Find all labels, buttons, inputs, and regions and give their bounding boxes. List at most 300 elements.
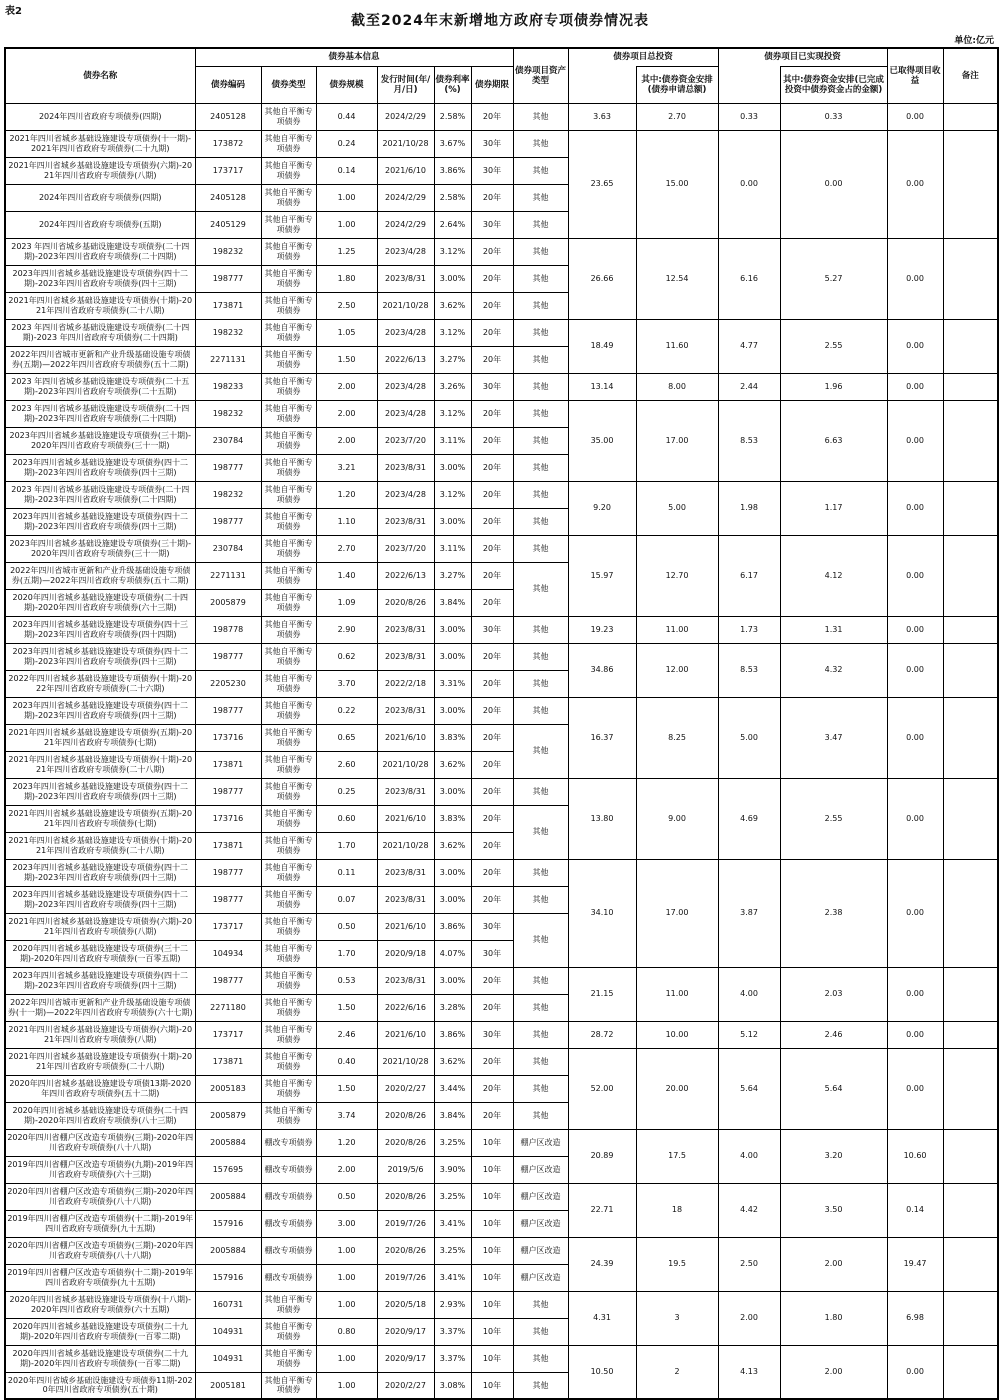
cell-note xyxy=(943,1237,998,1291)
cell-realized-investment: 6.16 xyxy=(718,238,780,319)
cell-realized-bond-funds: 4.12 xyxy=(780,535,887,616)
cell-bond-type: 其他自平衡专项债券 xyxy=(261,1102,316,1129)
cell-bond-type: 其他自平衡专项债券 xyxy=(261,319,316,346)
cell-bond-name: 2020年四川省城乡基础设施建设专项债券(十八期)-2020年四川省政府专项债券(六十五期) xyxy=(5,1291,195,1318)
cell-bond-scale: 2.00 xyxy=(316,1156,377,1183)
cell-bond-funds-arranged: 2 xyxy=(636,1345,718,1399)
cell-bond-code: 2271180 xyxy=(195,994,261,1021)
cell-realized-bond-funds: 2.00 xyxy=(780,1345,887,1399)
cell-bond-code: 2005879 xyxy=(195,589,261,616)
table-row xyxy=(5,1345,998,1372)
cell-realized-investment: 1.98 xyxy=(718,481,780,535)
cell-realized-investment: 4.13 xyxy=(718,1345,780,1399)
table-row xyxy=(5,778,998,805)
cell-bond-term: 30年 xyxy=(471,130,513,157)
cell-realized-bond-funds: 0.33 xyxy=(780,103,887,130)
cell-asset-type: 其他 xyxy=(513,481,568,508)
cell-total-investment: 22.71 xyxy=(568,1183,636,1237)
cell-bond-type: 其他自平衡专项债券 xyxy=(261,913,316,940)
cell-bond-scale: 1.80 xyxy=(316,265,377,292)
cell-bond-scale: 2.90 xyxy=(316,616,377,643)
cell-bond-rate: 3.62% xyxy=(434,751,471,778)
cell-bond-term: 20年 xyxy=(471,832,513,859)
cell-bond-funds-arranged: 12.54 xyxy=(636,238,718,319)
cell-bond-name: 2023年四川省城乡基础设施建设专项债券(四十二期)-2023年四川省政府专项债券(四十三期) xyxy=(5,454,195,481)
cell-realized-bond-funds: 3.50 xyxy=(780,1183,887,1237)
cell-bond-rate: 3.00% xyxy=(434,886,471,913)
header-issue-date: 发行时间(年/月/日) xyxy=(377,66,434,103)
cell-bond-type: 其他自平衡专项债券 xyxy=(261,1318,316,1345)
cell-total-investment: 19.23 xyxy=(568,616,636,643)
cell-bond-name: 2023年四川省城乡基础设施建设专项债券(四十二期)-2023年四川省政府专项债券(四十三期) xyxy=(5,697,195,724)
cell-bond-type: 其他自平衡专项债券 xyxy=(261,481,316,508)
cell-bond-type: 其他自平衡专项债券 xyxy=(261,373,316,400)
cell-bond-term: 20年 xyxy=(471,346,513,373)
cell-bond-scale: 0.07 xyxy=(316,886,377,913)
cell-bond-name: 2021年四川省城乡基础设施建设专项债券(六期)-2021年四川省政府专项债券(八期) xyxy=(5,1021,195,1048)
cell-total-investment: 4.31 xyxy=(568,1291,636,1345)
cell-bond-name: 2021年四川省城乡基础设施建设专项债券(十期)-2021年四川省政府专项债券(二十八期) xyxy=(5,832,195,859)
header-realized-investment: 债券项目已实现投资 xyxy=(718,48,887,66)
cell-note xyxy=(943,616,998,643)
cell-bond-rate: 3.11% xyxy=(434,535,471,562)
header-bond-type: 债券类型 xyxy=(261,66,316,103)
cell-bond-scale: 0.24 xyxy=(316,130,377,157)
cell-project-income: 0.00 xyxy=(887,1345,943,1399)
cell-bond-rate: 4.07% xyxy=(434,940,471,967)
cell-bond-scale: 1.20 xyxy=(316,1129,377,1156)
cell-bond-type: 其他自平衡专项债券 xyxy=(261,1048,316,1075)
cell-bond-rate: 3.27% xyxy=(434,562,471,589)
cell-realized-bond-funds: 1.31 xyxy=(780,616,887,643)
table-row xyxy=(5,103,998,130)
cell-bond-code: 2005181 xyxy=(195,1372,261,1399)
cell-project-income: 0.00 xyxy=(887,319,943,373)
cell-bond-type: 其他自平衡专项债券 xyxy=(261,400,316,427)
cell-bond-term: 20年 xyxy=(471,670,513,697)
cell-bond-scale: 1.09 xyxy=(316,589,377,616)
cell-asset-type: 其他 xyxy=(513,913,568,967)
cell-project-income: 0.00 xyxy=(887,1021,943,1048)
cell-bond-scale: 1.00 xyxy=(316,211,377,238)
cell-bond-type: 其他自平衡专项债券 xyxy=(261,994,316,1021)
cell-bond-scale: 0.44 xyxy=(316,103,377,130)
cell-bond-rate: 3.62% xyxy=(434,1048,471,1075)
cell-asset-type: 其他 xyxy=(513,535,568,562)
cell-bond-scale: 1.00 xyxy=(316,1291,377,1318)
cell-bond-code: 2005879 xyxy=(195,1102,261,1129)
cell-bond-scale: 0.80 xyxy=(316,1318,377,1345)
cell-bond-term: 30年 xyxy=(471,1021,513,1048)
cell-bond-type: 棚改专项债券 xyxy=(261,1129,316,1156)
cell-asset-type: 其他 xyxy=(513,1048,568,1075)
cell-bond-name: 2023年四川省城乡基础设施建设专项债券(三十期)-2020年四川省政府专项债券(三十一期) xyxy=(5,535,195,562)
cell-bond-scale: 0.14 xyxy=(316,157,377,184)
cell-realized-investment: 8.53 xyxy=(718,643,780,697)
cell-asset-type: 其他 xyxy=(513,346,568,373)
cell-project-income: 0.00 xyxy=(887,238,943,319)
cell-bond-term: 30年 xyxy=(471,616,513,643)
cell-issue-date: 2023/8/31 xyxy=(377,508,434,535)
cell-bond-name: 2021年四川省城乡基础设施建设专项债券(六期)-2021年四川省政府专项债券(八期) xyxy=(5,913,195,940)
cell-bond-scale: 1.00 xyxy=(316,1237,377,1264)
cell-issue-date: 2021/6/10 xyxy=(377,805,434,832)
cell-realized-bond-funds: 4.32 xyxy=(780,643,887,697)
cell-realized-investment: 1.73 xyxy=(718,616,780,643)
cell-bond-type: 其他自平衡专项债券 xyxy=(261,967,316,994)
cell-bond-code: 173871 xyxy=(195,832,261,859)
cell-realized-bond-funds: 3.20 xyxy=(780,1129,887,1183)
cell-bond-rate: 3.12% xyxy=(434,481,471,508)
cell-asset-type: 其他 xyxy=(513,508,568,535)
cell-bond-rate: 2.93% xyxy=(434,1291,471,1318)
cell-bond-term: 20年 xyxy=(471,184,513,211)
cell-bond-rate: 3.31% xyxy=(434,670,471,697)
cell-bond-type: 其他自平衡专项债券 xyxy=(261,562,316,589)
header-total-investment-sub: 其中:债券资金安排(债券申请总额) xyxy=(636,66,718,103)
cell-asset-type: 其他 xyxy=(513,616,568,643)
cell-bond-funds-arranged: 17.00 xyxy=(636,859,718,967)
header-total-investment: 债券项目总投资 xyxy=(568,48,718,66)
cell-realized-investment: 5.64 xyxy=(718,1048,780,1129)
cell-asset-type: 其他 xyxy=(513,670,568,697)
cell-project-income: 0.00 xyxy=(887,130,943,238)
cell-bond-name: 2021年四川省城乡基础设施建设专项债券(十期)-2021年四川省政府专项债券(二十八期) xyxy=(5,1048,195,1075)
cell-total-investment: 23.65 xyxy=(568,130,636,238)
cell-bond-name: 2022年四川省城市更新和产业升级基础设施专项债券(十一期)—2022年四川省政府专项债券(六十七期) xyxy=(5,994,195,1021)
cell-bond-code: 2005884 xyxy=(195,1237,261,1264)
cell-bond-name: 2022年四川省城乡基础设施建设专项债券(十期)-2022年四川省政府专项债券(二十六期) xyxy=(5,670,195,697)
cell-bond-scale: 1.50 xyxy=(316,994,377,1021)
cell-bond-scale: 0.53 xyxy=(316,967,377,994)
cell-note xyxy=(943,400,998,481)
cell-bond-scale: 2.50 xyxy=(316,292,377,319)
cell-note xyxy=(943,535,998,616)
cell-bond-term: 20年 xyxy=(471,1102,513,1129)
cell-bond-scale: 1.00 xyxy=(316,1345,377,1372)
unit-label: 单位:亿元 xyxy=(954,36,994,46)
cell-total-investment: 24.39 xyxy=(568,1237,636,1291)
cell-issue-date: 2024/2/29 xyxy=(377,103,434,130)
cell-bond-term: 20年 xyxy=(471,886,513,913)
cell-asset-type: 其他 xyxy=(513,805,568,859)
cell-issue-date: 2020/2/27 xyxy=(377,1372,434,1399)
cell-bond-type: 棚改专项债券 xyxy=(261,1183,316,1210)
cell-project-income: 0.00 xyxy=(887,103,943,130)
cell-total-investment: 15.97 xyxy=(568,535,636,616)
cell-bond-term: 10年 xyxy=(471,1372,513,1399)
cell-asset-type: 其他 xyxy=(513,211,568,238)
cell-asset-type: 其他 xyxy=(513,562,568,616)
cell-bond-scale: 0.60 xyxy=(316,805,377,832)
cell-issue-date: 2021/6/10 xyxy=(377,913,434,940)
cell-asset-type: 棚户区改造 xyxy=(513,1129,568,1156)
cell-issue-date: 2023/8/31 xyxy=(377,616,434,643)
cell-bond-code: 198233 xyxy=(195,373,261,400)
cell-issue-date: 2024/2/29 xyxy=(377,211,434,238)
cell-bond-scale: 1.70 xyxy=(316,832,377,859)
cell-total-investment: 35.00 xyxy=(568,400,636,481)
cell-bond-funds-arranged: 15.00 xyxy=(636,130,718,238)
cell-bond-term: 20年 xyxy=(471,319,513,346)
table-row xyxy=(5,535,998,562)
cell-project-income: 0.00 xyxy=(887,643,943,697)
table-header xyxy=(5,48,998,103)
cell-bond-rate: 3.08% xyxy=(434,1372,471,1399)
cell-bond-name: 2021年四川省城乡基础设施建设专项债券(五期)-2021年四川省政府专项债券(七期) xyxy=(5,724,195,751)
cell-note xyxy=(943,103,998,130)
cell-bond-term: 20年 xyxy=(471,805,513,832)
table-row xyxy=(5,967,998,994)
cell-bond-term: 20年 xyxy=(471,751,513,778)
cell-bond-code: 230784 xyxy=(195,535,261,562)
cell-bond-code: 104931 xyxy=(195,1318,261,1345)
cell-bond-type: 其他自平衡专项债券 xyxy=(261,643,316,670)
cell-bond-funds-arranged: 8.25 xyxy=(636,697,718,778)
cell-project-income: 0.00 xyxy=(887,373,943,400)
cell-bond-rate: 3.00% xyxy=(434,616,471,643)
cell-bond-rate: 3.00% xyxy=(434,778,471,805)
cell-bond-scale: 0.50 xyxy=(316,1183,377,1210)
cell-bond-code: 198232 xyxy=(195,319,261,346)
cell-bond-code: 2005884 xyxy=(195,1129,261,1156)
cell-asset-type: 棚户区改造 xyxy=(513,1210,568,1237)
cell-bond-rate: 3.44% xyxy=(434,1075,471,1102)
cell-bond-funds-arranged: 5.00 xyxy=(636,481,718,535)
cell-bond-type: 其他自平衡专项债券 xyxy=(261,751,316,778)
cell-bond-term: 20年 xyxy=(471,778,513,805)
cell-bond-type: 其他自平衡专项债券 xyxy=(261,832,316,859)
cell-bond-term: 10年 xyxy=(471,1129,513,1156)
table-row xyxy=(5,319,998,346)
cell-bond-code: 173871 xyxy=(195,1048,261,1075)
cell-bond-name: 2024年四川省政府专项债券(五期) xyxy=(5,211,195,238)
cell-realized-bond-funds: 6.63 xyxy=(780,400,887,481)
cell-bond-name: 2023年四川省城乡基础设施建设专项债券(四十二期)-2023年四川省政府专项债券(四十三期) xyxy=(5,265,195,292)
table-row xyxy=(5,616,998,643)
cell-bond-funds-arranged: 9.00 xyxy=(636,778,718,859)
cell-project-income: 6.98 xyxy=(887,1291,943,1345)
cell-bond-scale: 3.70 xyxy=(316,670,377,697)
cell-bond-term: 30年 xyxy=(471,211,513,238)
cell-issue-date: 2022/2/18 xyxy=(377,670,434,697)
cell-issue-date: 2020/8/26 xyxy=(377,1183,434,1210)
cell-project-income: 10.60 xyxy=(887,1129,943,1183)
cell-bond-term: 10年 xyxy=(471,1264,513,1291)
cell-bond-funds-arranged: 12.70 xyxy=(636,535,718,616)
cell-bond-code: 2005884 xyxy=(195,1183,261,1210)
cell-bond-name: 2020年四川省棚户区改造专项债券(三期)-2020年四川省政府专项债券(八十八期) xyxy=(5,1237,195,1264)
cell-bond-rate: 3.25% xyxy=(434,1129,471,1156)
cell-project-income: 0.00 xyxy=(887,616,943,643)
cell-bond-scale: 2.46 xyxy=(316,1021,377,1048)
cell-issue-date: 2021/6/10 xyxy=(377,724,434,751)
cell-issue-date: 2023/8/31 xyxy=(377,643,434,670)
cell-bond-rate: 3.84% xyxy=(434,589,471,616)
cell-bond-rate: 3.00% xyxy=(434,859,471,886)
cell-issue-date: 2021/10/28 xyxy=(377,292,434,319)
cell-bond-type: 其他自平衡专项债券 xyxy=(261,940,316,967)
cell-bond-rate: 3.00% xyxy=(434,454,471,481)
cell-bond-code: 198777 xyxy=(195,643,261,670)
cell-bond-scale: 3.00 xyxy=(316,1210,377,1237)
cell-bond-funds-arranged: 12.00 xyxy=(636,643,718,697)
header-basic-info: 债券基本信息 xyxy=(195,48,513,66)
cell-bond-term: 20年 xyxy=(471,535,513,562)
cell-bond-scale: 0.40 xyxy=(316,1048,377,1075)
cell-total-investment: 3.63 xyxy=(568,103,636,130)
cell-bond-type: 其他自平衡专项债券 xyxy=(261,184,316,211)
cell-realized-bond-funds: 2.55 xyxy=(780,778,887,859)
header-realized-investment-sub: 其中:债券资金安排(已完成投资中债券资金占的金额) xyxy=(780,66,887,103)
cell-bond-rate: 3.83% xyxy=(434,724,471,751)
cell-project-income: 0.00 xyxy=(887,481,943,535)
cell-bond-name: 2023年四川省城乡基础设施建设专项债券(四十二期)-2023年四川省政府专项债券(四十三期) xyxy=(5,778,195,805)
cell-bond-type: 其他自平衡专项债券 xyxy=(261,265,316,292)
cell-note xyxy=(943,481,998,535)
table-row xyxy=(5,1021,998,1048)
cell-note xyxy=(943,319,998,373)
cell-bond-name: 2020年四川省城乡基础设施建设专项债券(二十九期)-2020年四川省政府专项债券(一百零二期) xyxy=(5,1318,195,1345)
header-bond-rate: 债券利率(%) xyxy=(434,66,471,103)
cell-bond-scale: 2.00 xyxy=(316,400,377,427)
cell-bond-rate: 2.58% xyxy=(434,103,471,130)
cell-bond-scale: 2.00 xyxy=(316,373,377,400)
header-bond-term: 债券期限 xyxy=(471,66,513,103)
cell-issue-date: 2020/8/26 xyxy=(377,1129,434,1156)
cell-bond-code: 157916 xyxy=(195,1264,261,1291)
cell-asset-type: 其他 xyxy=(513,1102,568,1129)
cell-bond-rate: 3.41% xyxy=(434,1210,471,1237)
cell-bond-term: 20年 xyxy=(471,508,513,535)
cell-bond-rate: 3.86% xyxy=(434,157,471,184)
table-row xyxy=(5,697,998,724)
cell-bond-rate: 3.84% xyxy=(434,1102,471,1129)
cell-asset-type: 其他 xyxy=(513,103,568,130)
cell-asset-type: 其他 xyxy=(513,1318,568,1345)
cell-issue-date: 2023/7/20 xyxy=(377,427,434,454)
cell-bond-term: 20年 xyxy=(471,994,513,1021)
cell-issue-date: 2021/10/28 xyxy=(377,1048,434,1075)
cell-bond-term: 20年 xyxy=(471,481,513,508)
cell-total-investment: 13.14 xyxy=(568,373,636,400)
cell-asset-type: 其他 xyxy=(513,184,568,211)
table-row xyxy=(5,1048,998,1075)
cell-issue-date: 2023/7/20 xyxy=(377,535,434,562)
cell-issue-date: 2021/10/28 xyxy=(377,832,434,859)
cell-bond-funds-arranged: 17.00 xyxy=(636,400,718,481)
cell-bond-term: 10年 xyxy=(471,1237,513,1264)
cell-note xyxy=(943,1021,998,1048)
cell-realized-bond-funds: 2.03 xyxy=(780,967,887,1021)
cell-note xyxy=(943,967,998,1021)
cell-bond-name: 2023年四川省城乡基础设施建设专项债券(四十二期)-2023年四川省政府专项债券(四十三期) xyxy=(5,859,195,886)
cell-bond-name: 2022年四川省城市更新和产业升级基础设施专项债券(五期)—2022年四川省政府专项债券(五十二期) xyxy=(5,562,195,589)
cell-bond-name: 2022年四川省城市更新和产业升级基础设施专项债券(五期)—2022年四川省政府专项债券(五十二期) xyxy=(5,346,195,373)
cell-bond-term: 20年 xyxy=(471,454,513,481)
cell-bond-funds-arranged: 17.5 xyxy=(636,1129,718,1183)
cell-issue-date: 2022/6/13 xyxy=(377,346,434,373)
cell-bond-scale: 0.62 xyxy=(316,643,377,670)
cell-bond-rate: 3.00% xyxy=(434,508,471,535)
cell-bond-code: 173717 xyxy=(195,157,261,184)
cell-bond-term: 20年 xyxy=(471,103,513,130)
cell-total-investment: 9.20 xyxy=(568,481,636,535)
header-note: 备注 xyxy=(943,48,998,103)
cell-total-investment: 34.10 xyxy=(568,859,636,967)
cell-bond-name: 2021年四川省城乡基础设施建设专项债券(六期)-2021年四川省政府专项债券(八期) xyxy=(5,157,195,184)
cell-bond-type: 其他自平衡专项债券 xyxy=(261,724,316,751)
cell-issue-date: 2020/8/26 xyxy=(377,1237,434,1264)
cell-asset-type: 棚户区改造 xyxy=(513,1156,568,1183)
cell-asset-type: 其他 xyxy=(513,265,568,292)
cell-bond-code: 173716 xyxy=(195,805,261,832)
cell-asset-type: 其他 xyxy=(513,373,568,400)
cell-realized-bond-funds: 5.64 xyxy=(780,1048,887,1129)
cell-note xyxy=(943,130,998,238)
cell-bond-code: 198777 xyxy=(195,778,261,805)
cell-total-investment: 34.86 xyxy=(568,643,636,697)
cell-bond-code: 2005183 xyxy=(195,1075,261,1102)
cell-asset-type: 其他 xyxy=(513,778,568,805)
cell-bond-rate: 3.37% xyxy=(434,1318,471,1345)
cell-asset-type: 其他 xyxy=(513,454,568,481)
cell-issue-date: 2023/8/31 xyxy=(377,967,434,994)
cell-asset-type: 其他 xyxy=(513,886,568,913)
cell-bond-name: 2021年四川省城乡基础设施建设专项债券(五期)-2021年四川省政府专项债券(七期) xyxy=(5,805,195,832)
cell-project-income: 19.47 xyxy=(887,1237,943,1291)
cell-issue-date: 2021/6/10 xyxy=(377,1021,434,1048)
cell-bond-name: 2020年四川省城乡基础设施建设专项债13期-2020年四川省政府专项债券(五十二期) xyxy=(5,1075,195,1102)
cell-bond-name: 2023年四川省城乡基础设施建设专项债券(四十二期)-2023年四川省政府专项债券(四十三期) xyxy=(5,508,195,535)
cell-issue-date: 2023/4/28 xyxy=(377,373,434,400)
cell-bond-type: 其他自平衡专项债券 xyxy=(261,616,316,643)
cell-bond-scale: 1.00 xyxy=(316,1372,377,1399)
cell-issue-date: 2023/4/28 xyxy=(377,481,434,508)
cell-bond-type: 其他自平衡专项债券 xyxy=(261,1021,316,1048)
table-row xyxy=(5,400,998,427)
cell-project-income: 0.00 xyxy=(887,400,943,481)
header-total-investment-blank xyxy=(568,66,636,103)
cell-bond-scale: 1.20 xyxy=(316,481,377,508)
cell-bond-name: 2020年四川省城乡基础设施建设专项债券(二十四期)-2020年四川省政府专项债券(八十三期) xyxy=(5,1102,195,1129)
cell-bond-term: 20年 xyxy=(471,1048,513,1075)
table-row xyxy=(5,373,998,400)
cell-note xyxy=(943,1048,998,1129)
cell-bond-scale: 2.00 xyxy=(316,427,377,454)
header-project-income: 已取得项目收益 xyxy=(887,48,943,103)
cell-total-investment: 20.89 xyxy=(568,1129,636,1183)
cell-project-income: 0.00 xyxy=(887,778,943,859)
table-row xyxy=(5,859,998,886)
cell-bond-scale: 0.11 xyxy=(316,859,377,886)
cell-realized-investment: 8.53 xyxy=(718,400,780,481)
cell-realized-investment: 4.77 xyxy=(718,319,780,373)
cell-bond-code: 198777 xyxy=(195,886,261,913)
cell-realized-investment: 0.00 xyxy=(718,130,780,238)
cell-realized-investment: 2.50 xyxy=(718,1237,780,1291)
cell-bond-term: 20年 xyxy=(471,697,513,724)
cell-realized-investment: 4.00 xyxy=(718,967,780,1021)
cell-bond-scale: 2.70 xyxy=(316,535,377,562)
cell-realized-bond-funds: 1.80 xyxy=(780,1291,887,1345)
cell-issue-date: 2020/5/18 xyxy=(377,1291,434,1318)
cell-issue-date: 2020/9/18 xyxy=(377,940,434,967)
cell-realized-investment: 6.17 xyxy=(718,535,780,616)
cell-note xyxy=(943,1291,998,1345)
cell-bond-scale: 1.05 xyxy=(316,319,377,346)
header-realized-investment-blank xyxy=(718,66,780,103)
